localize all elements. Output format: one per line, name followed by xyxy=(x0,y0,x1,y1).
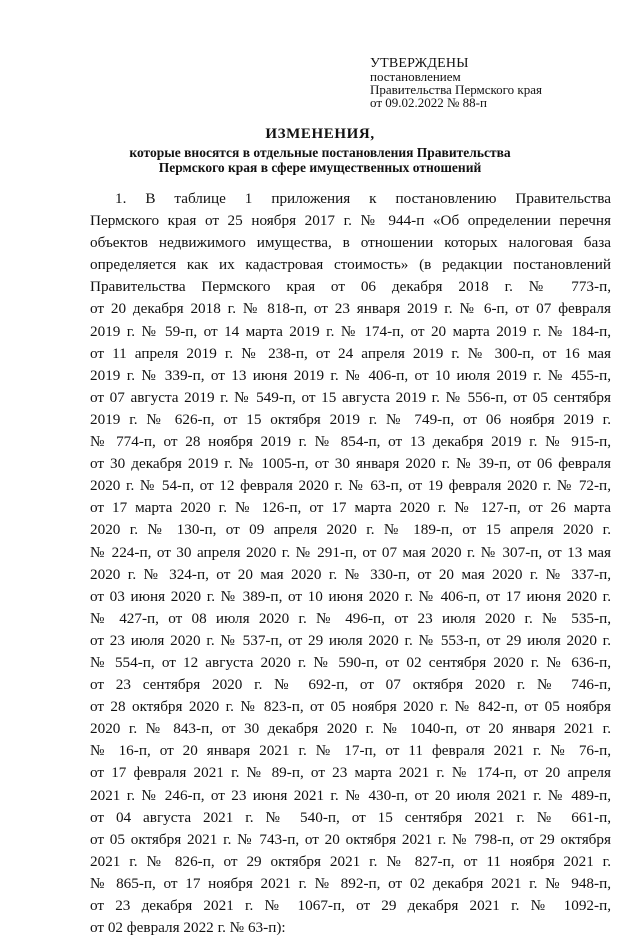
paragraph-line: от 03 июня 2020 г. № 389-п, от 10 июня 2020 г. № 406-п, от 17 июня 2020 г. xyxy=(90,587,611,605)
paragraph-line: № 865-п, от 17 ноября 2021 г. № 892-п, от 02 декабря 2021 г. № 948-п, xyxy=(90,874,611,892)
paragraph-line: № 16-п, от 20 января 2021 г. № 17-п, от 11 февраля 2021 г. № 76-п, xyxy=(90,742,611,760)
paragraph-line: от 17 марта 2020 г. № 126-п, от 17 марта 2020 г. № 127-п, от 26 марта xyxy=(90,499,611,517)
paragraph-line: 2020 г. № 54-п, от 12 февраля 2020 г. № 63-п, от 19 февраля 2020 г. № 72-п, xyxy=(90,477,611,495)
paragraph-line: 2021 г. № 826-п, от 29 октября 2021 г. № 827-п, от 11 ноября 2021 г. xyxy=(90,852,611,870)
paragraph-line: от 11 апреля 2019 г. № 238-п, от 24 апреля 2019 г. № 300-п, от 16 мая xyxy=(90,344,611,362)
paragraph-line: 2019 г. № 339-п, от 13 июня 2019 г. № 406-п, от 10 июля 2019 г. № 455-п, xyxy=(90,366,611,384)
document-subtitle xyxy=(0,146,640,175)
paragraph-line: 2019 г. № 626-п, от 15 октября 2019 г. № 749-п, от 06 ноября 2019 г. xyxy=(90,410,611,428)
paragraph-line: 2019 г. № 59-п, от 14 марта 2019 г. № 174-п, от 20 марта 2019 г. № 184-п, xyxy=(90,322,611,340)
paragraph-line: от 07 августа 2019 г. № 549-п, от 15 августа 2019 г. № 556-п, от 05 сентября xyxy=(90,388,611,406)
paragraph-line: № 774-п, от 28 ноября 2019 г. № 854-п, от 13 декабря 2019 г. № 915-п, xyxy=(90,433,611,451)
paragraph-line: от 23 декабря 2021 г. № 1067-п, от 29 декабря 2021 г. № 1092-п, xyxy=(90,897,611,914)
paragraph-1 xyxy=(90,188,611,939)
approval-stamp xyxy=(370,57,620,109)
approval-line: постановлением xyxy=(370,69,461,84)
paragraph-line: от 05 октября 2021 г. № 743-п, от 20 октября 2021 г. № 798-п, от 29 октября xyxy=(90,830,611,848)
paragraph-line: Пермского края от 25 ноября 2017 г. № 944-п «Об определении перечня xyxy=(90,212,611,230)
paragraph-line: от 28 октября 2020 г. № 823-п, от 05 ноября 2020 г. № 842-п, от 05 ноября xyxy=(90,698,611,716)
subtitle-line: Пермского края в сфере имущественных отношений xyxy=(158,159,482,175)
approval-line: от 09.02.2022 № 88-п xyxy=(370,95,487,110)
paragraph-line: от 30 декабря 2019 г. № 1005-п, от 30 января 2020 г. № 39-п, от 06 февраля xyxy=(90,455,611,473)
paragraph-line: объектов недвижимого имущества, в отношении которых налоговая база xyxy=(90,234,611,252)
paragraph-line: № 224-п, от 30 апреля 2020 г. № 291-п, от 07 мая 2020 г. № 307-п, от 13 мая xyxy=(90,543,611,561)
paragraph-line: № 427-п, от 08 июля 2020 г. № 496-п, от 23 июля 2020 г. № 535-п, xyxy=(90,609,611,627)
paragraph-line: от 17 февраля 2021 г. № 89-п, от 23 марта 2021 г. № 174-п, от 20 апреля xyxy=(90,764,611,782)
paragraph-line: 2021 г. № 246-п, от 23 июня 2021 г. № 430-п, от 20 июля 2021 г. № 489-п, xyxy=(90,786,611,804)
paragraph-line: определяется как их кадастровая стоимость» (в редакции постановлений xyxy=(90,256,611,274)
approval-line: Правительства Пермского края xyxy=(370,82,542,97)
paragraph-line: от 02 февраля 2022 г. № 63-п): xyxy=(90,919,286,937)
paragraph-line: от 04 августа 2021 г. № 540-п, от 15 сентября 2021 г. № 661-п, xyxy=(90,808,611,826)
document-title: ИЗМЕНЕНИЯ, xyxy=(265,126,375,142)
paragraph-line: от 23 сентября 2020 г. № 692-п, от 07 октября 2020 г. № 746-п, xyxy=(90,676,611,694)
approval-title: УТВЕРЖДЕНЫ xyxy=(370,56,469,71)
paragraph-line: от 23 июля 2020 г. № 537-п, от 29 июля 2020 г. № 553-п, от 29 июля 2020 г. xyxy=(90,631,611,649)
paragraph-line: от 20 декабря 2018 г. № 818-п, от 23 января 2019 г. № 6-п, от 07 февраля xyxy=(90,300,611,318)
paragraph-line: 2020 г. № 843-п, от 30 декабря 2020 г. № 1040-п, от 20 января 2021 г. xyxy=(90,720,611,738)
paragraph-line: 1. В таблице 1 приложения к постановлению Правительства xyxy=(115,190,611,207)
paragraph-line: Правительства Пермского края от 06 декабря 2018 г. № 773-п, xyxy=(90,278,611,296)
paragraph-line: № 554-п, от 12 августа 2020 г. № 590-п, от 02 сентября 2020 г. № 636-п, xyxy=(90,653,611,671)
paragraph-line: 2020 г. № 130-п, от 09 апреля 2020 г. № 189-п, от 15 апреля 2020 г. xyxy=(90,521,611,539)
paragraph-line: 2020 г. № 324-п, от 20 мая 2020 г. № 330-п, от 20 мая 2020 г. № 337-п, xyxy=(90,565,611,583)
subtitle-line: которые вносятся в отдельные постановления Правительства xyxy=(129,145,511,160)
